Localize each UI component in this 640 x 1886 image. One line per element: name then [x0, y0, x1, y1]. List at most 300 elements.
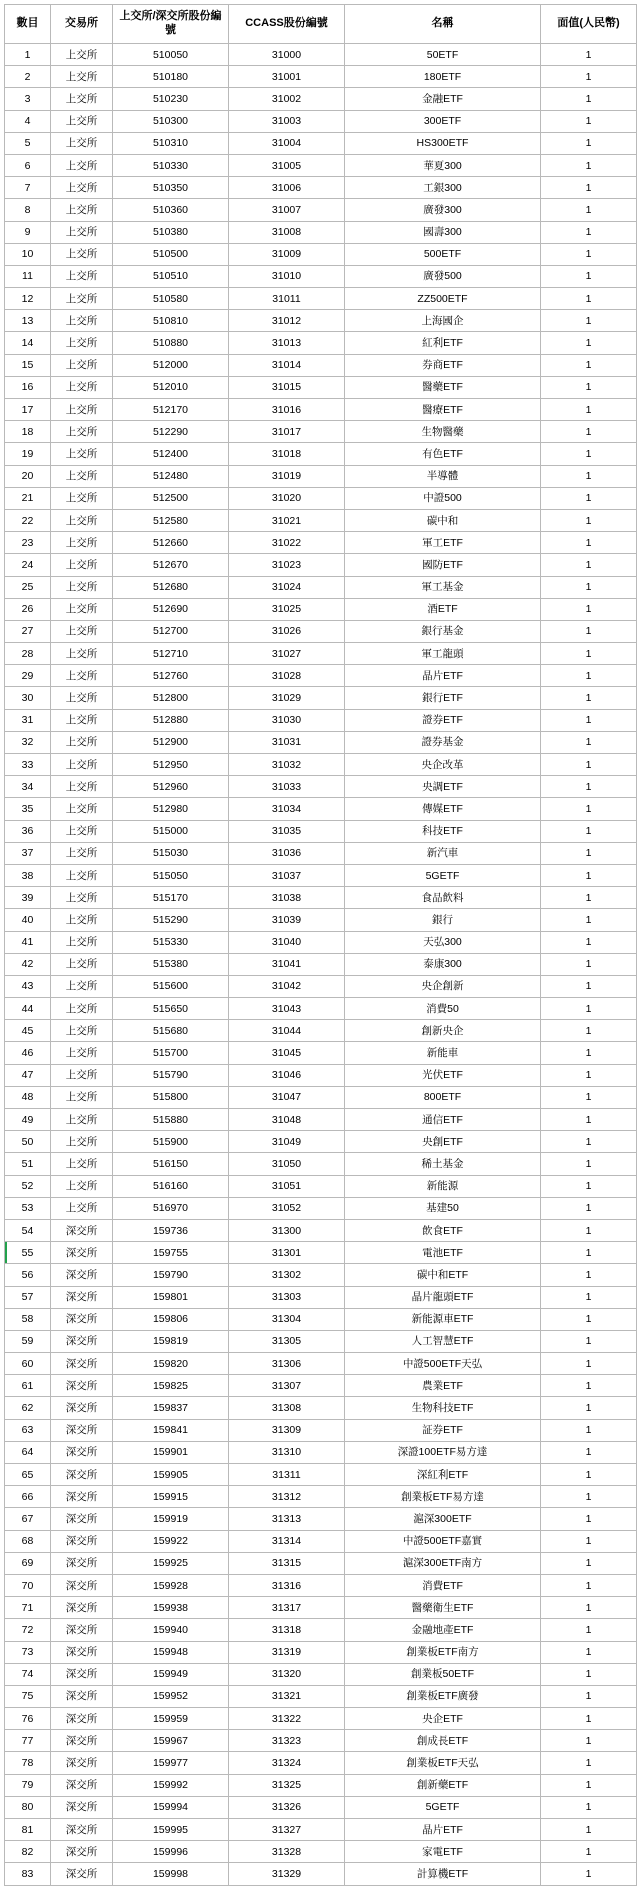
cell-exchange: 上交所: [51, 842, 113, 864]
cell-no: 30: [5, 687, 51, 709]
table-row: [5, 1330, 637, 1352]
cell-ccass-code: 31026: [229, 620, 345, 642]
cell-exchange: 上交所: [51, 88, 113, 110]
cell-par-value: 1: [541, 1574, 637, 1596]
cell-name: 中證500: [345, 487, 541, 509]
cell-exchange: 上交所: [51, 221, 113, 243]
cell-no: 64: [5, 1441, 51, 1463]
cell-par-value: 1: [541, 154, 637, 176]
cell-exchange: 上交所: [51, 931, 113, 953]
table-row: [5, 687, 637, 709]
cell-par-value: 1: [541, 1353, 637, 1375]
cell-exchange: 上交所: [51, 177, 113, 199]
table-row: [5, 1308, 637, 1330]
table-row: [5, 1064, 637, 1086]
cell-par-value: 1: [541, 1752, 637, 1774]
cell-ccass-code: 31007: [229, 199, 345, 221]
cell-no: 34: [5, 776, 51, 798]
cell-par-value: 1: [541, 1242, 637, 1264]
cell-ccass-code: 31321: [229, 1685, 345, 1707]
column-header-name: 名稱: [345, 5, 541, 44]
cell-no: 51: [5, 1153, 51, 1175]
cell-no: 69: [5, 1552, 51, 1574]
cell-exchange: 深交所: [51, 1774, 113, 1796]
cell-par-value: 1: [541, 1530, 637, 1552]
cell-exchange: 上交所: [51, 1020, 113, 1042]
cell-exchange: 上交所: [51, 44, 113, 66]
cell-exchange: 上交所: [51, 909, 113, 931]
cell-no: 65: [5, 1464, 51, 1486]
cell-ccass-code: 31310: [229, 1441, 345, 1463]
cell-ccass-code: 31320: [229, 1663, 345, 1685]
cell-par-value: 1: [541, 1597, 637, 1619]
cell-ccass-code: 31301: [229, 1242, 345, 1264]
cell-no: 35: [5, 798, 51, 820]
cell-no: 2: [5, 66, 51, 88]
cell-no: 12: [5, 288, 51, 310]
cell-exchange: 深交所: [51, 1308, 113, 1330]
cell-name: 証券ETF: [345, 1419, 541, 1441]
cell-ccass-code: 31029: [229, 687, 345, 709]
cell-name: 醫藥ETF: [345, 376, 541, 398]
cell-exchange: 上交所: [51, 243, 113, 265]
cell-ccass-code: 31005: [229, 154, 345, 176]
table-row: [5, 1042, 637, 1064]
cell-no: 17: [5, 399, 51, 421]
cell-stock-code: 159819: [113, 1330, 229, 1352]
cell-ccass-code: 31317: [229, 1597, 345, 1619]
cell-name: 國壽300: [345, 221, 541, 243]
table-row: [5, 1597, 637, 1619]
table-row: [5, 1508, 637, 1530]
cell-exchange: 上交所: [51, 332, 113, 354]
cell-stock-code: 512680: [113, 576, 229, 598]
cell-par-value: 1: [541, 887, 637, 909]
cell-no: 50: [5, 1131, 51, 1153]
cell-par-value: 1: [541, 1397, 637, 1419]
cell-name: 深證100ETF易方達: [345, 1441, 541, 1463]
cell-par-value: 1: [541, 1175, 637, 1197]
cell-name: 有色ETF: [345, 443, 541, 465]
cell-name: 50ETF: [345, 44, 541, 66]
cell-name: 5GETF: [345, 1796, 541, 1818]
table-row: [5, 1663, 637, 1685]
cell-stock-code: 510310: [113, 132, 229, 154]
cell-no: 13: [5, 310, 51, 332]
cell-ccass-code: 31049: [229, 1131, 345, 1153]
cell-exchange: 深交所: [51, 1685, 113, 1707]
cell-name: 創成長ETF: [345, 1730, 541, 1752]
cell-par-value: 1: [541, 598, 637, 620]
cell-stock-code: 515790: [113, 1064, 229, 1086]
cell-no: 43: [5, 975, 51, 997]
table-row: [5, 1796, 637, 1818]
cell-par-value: 1: [541, 421, 637, 443]
cell-stock-code: 510300: [113, 110, 229, 132]
cell-name: 廣發500: [345, 265, 541, 287]
table-row: [5, 665, 637, 687]
cell-exchange: 上交所: [51, 399, 113, 421]
cell-stock-code: 512000: [113, 354, 229, 376]
cell-name: 銀行基金: [345, 620, 541, 642]
cell-exchange: 上交所: [51, 1175, 113, 1197]
table-row: [5, 1397, 637, 1419]
cell-exchange: 上交所: [51, 887, 113, 909]
cell-exchange: 上交所: [51, 532, 113, 554]
cell-ccass-code: 31329: [229, 1863, 345, 1885]
cell-ccass-code: 31315: [229, 1552, 345, 1574]
cell-no: 5: [5, 132, 51, 154]
cell-stock-code: 512710: [113, 643, 229, 665]
cell-name: 新能源車ETF: [345, 1308, 541, 1330]
cell-ccass-code: 31030: [229, 709, 345, 731]
cell-ccass-code: 31300: [229, 1219, 345, 1241]
cell-ccass-code: 31051: [229, 1175, 345, 1197]
cell-ccass-code: 31035: [229, 820, 345, 842]
cell-par-value: 1: [541, 1419, 637, 1441]
cell-name: 銀行ETF: [345, 687, 541, 709]
etf-table: [4, 4, 637, 1886]
cell-name: 稀土基金: [345, 1153, 541, 1175]
cell-no: 73: [5, 1641, 51, 1663]
cell-exchange: 上交所: [51, 1042, 113, 1064]
cell-exchange: 深交所: [51, 1242, 113, 1264]
cell-ccass-code: 31319: [229, 1641, 345, 1663]
cell-ccass-code: 31041: [229, 953, 345, 975]
cell-exchange: 上交所: [51, 864, 113, 886]
cell-no: 41: [5, 931, 51, 953]
table-row: [5, 1752, 637, 1774]
cell-par-value: 1: [541, 1131, 637, 1153]
cell-exchange: 深交所: [51, 1486, 113, 1508]
cell-ccass-code: 31313: [229, 1508, 345, 1530]
cell-no: 22: [5, 509, 51, 531]
cell-par-value: 1: [541, 1064, 637, 1086]
table-row: [5, 1708, 637, 1730]
cell-exchange: 深交所: [51, 1619, 113, 1641]
cell-no: 25: [5, 576, 51, 598]
cell-name: 電池ETF: [345, 1242, 541, 1264]
cell-par-value: 1: [541, 1020, 637, 1042]
cell-no: 28: [5, 643, 51, 665]
table-row: [5, 332, 637, 354]
cell-name: 軍工ETF: [345, 532, 541, 554]
cell-name: 生物科技ETF: [345, 1397, 541, 1419]
cell-ccass-code: 31014: [229, 354, 345, 376]
cell-par-value: 1: [541, 310, 637, 332]
cell-no: 20: [5, 465, 51, 487]
cell-name: 銀行: [345, 909, 541, 931]
cell-no: 15: [5, 354, 51, 376]
cell-exchange: 上交所: [51, 620, 113, 642]
cell-stock-code: 510510: [113, 265, 229, 287]
cell-par-value: 1: [541, 354, 637, 376]
cell-ccass-code: 31325: [229, 1774, 345, 1796]
column-header-ccass-code: CCASS股份編號: [229, 5, 345, 44]
cell-stock-code: 512880: [113, 709, 229, 731]
cell-par-value: 1: [541, 1708, 637, 1730]
cell-name: 金融地產ETF: [345, 1619, 541, 1641]
cell-stock-code: 512760: [113, 665, 229, 687]
table-row: [5, 66, 637, 88]
cell-no: 14: [5, 332, 51, 354]
cell-name: 創新藥ETF: [345, 1774, 541, 1796]
cell-exchange: 深交所: [51, 1375, 113, 1397]
cell-name: 證券基金: [345, 731, 541, 753]
cell-par-value: 1: [541, 487, 637, 509]
cell-exchange: 上交所: [51, 754, 113, 776]
cell-par-value: 1: [541, 243, 637, 265]
table-row: [5, 1552, 637, 1574]
cell-stock-code: 159901: [113, 1441, 229, 1463]
cell-name: 國防ETF: [345, 554, 541, 576]
cell-stock-code: 515700: [113, 1042, 229, 1064]
cell-name: 創業板50ETF: [345, 1663, 541, 1685]
cell-exchange: 上交所: [51, 953, 113, 975]
cell-exchange: 上交所: [51, 731, 113, 753]
table-row: [5, 1131, 637, 1153]
cell-ccass-code: 31001: [229, 66, 345, 88]
cell-stock-code: 159736: [113, 1219, 229, 1241]
cell-stock-code: 159905: [113, 1464, 229, 1486]
cell-par-value: 1: [541, 643, 637, 665]
cell-stock-code: 159977: [113, 1752, 229, 1774]
cell-ccass-code: 31038: [229, 887, 345, 909]
cell-par-value: 1: [541, 1663, 637, 1685]
cell-ccass-code: 31328: [229, 1841, 345, 1863]
cell-exchange: 上交所: [51, 465, 113, 487]
table-row: [5, 1353, 637, 1375]
cell-no: 23: [5, 532, 51, 554]
cell-exchange: 深交所: [51, 1264, 113, 1286]
cell-name: 創新央企: [345, 1020, 541, 1042]
column-header-no: 數目: [5, 5, 51, 44]
cell-stock-code: 512580: [113, 509, 229, 531]
cell-name: 軍工龍頭: [345, 643, 541, 665]
cell-stock-code: 159994: [113, 1796, 229, 1818]
cell-exchange: 上交所: [51, 576, 113, 598]
cell-name: HS300ETF: [345, 132, 541, 154]
cell-stock-code: 512950: [113, 754, 229, 776]
table-row: [5, 1464, 637, 1486]
cell-name: 新汽車: [345, 842, 541, 864]
cell-name: 券商ETF: [345, 354, 541, 376]
cell-stock-code: 515900: [113, 1131, 229, 1153]
cell-exchange: 上交所: [51, 665, 113, 687]
cell-ccass-code: 31311: [229, 1464, 345, 1486]
cell-exchange: 深交所: [51, 1530, 113, 1552]
table-row: [5, 221, 637, 243]
cell-par-value: 1: [541, 576, 637, 598]
cell-stock-code: 159959: [113, 1708, 229, 1730]
cell-stock-code: 516160: [113, 1175, 229, 1197]
cell-ccass-code: 31011: [229, 288, 345, 310]
cell-no: 61: [5, 1375, 51, 1397]
cell-name: 光伏ETF: [345, 1064, 541, 1086]
table-row: [5, 554, 637, 576]
cell-exchange: 深交所: [51, 1863, 113, 1885]
cell-exchange: 深交所: [51, 1552, 113, 1574]
cell-par-value: 1: [541, 1486, 637, 1508]
cell-ccass-code: 31326: [229, 1796, 345, 1818]
cell-par-value: 1: [541, 132, 637, 154]
table-row: [5, 864, 637, 886]
cell-name: 碳中和ETF: [345, 1264, 541, 1286]
cell-ccass-code: 31316: [229, 1574, 345, 1596]
cell-stock-code: 159925: [113, 1552, 229, 1574]
cell-ccass-code: 31022: [229, 532, 345, 554]
cell-exchange: 上交所: [51, 1109, 113, 1131]
cell-name: 創業板ETF南方: [345, 1641, 541, 1663]
table-row: [5, 1530, 637, 1552]
cell-name: 央企創新: [345, 975, 541, 997]
table-row: [5, 1419, 637, 1441]
cell-exchange: 上交所: [51, 687, 113, 709]
table-row: [5, 1486, 637, 1508]
cell-ccass-code: 31012: [229, 310, 345, 332]
cell-name: 農業ETF: [345, 1375, 541, 1397]
cell-name: 180ETF: [345, 66, 541, 88]
cell-par-value: 1: [541, 820, 637, 842]
table-row: [5, 1841, 637, 1863]
cell-name: 5GETF: [345, 864, 541, 886]
cell-no: 72: [5, 1619, 51, 1641]
cell-stock-code: 159790: [113, 1264, 229, 1286]
cell-exchange: 深交所: [51, 1708, 113, 1730]
cell-stock-code: 512290: [113, 421, 229, 443]
cell-stock-code: 515800: [113, 1086, 229, 1108]
cell-par-value: 1: [541, 1619, 637, 1641]
cell-stock-code: 512960: [113, 776, 229, 798]
cell-stock-code: 510500: [113, 243, 229, 265]
cell-ccass-code: 31002: [229, 88, 345, 110]
cell-stock-code: 159996: [113, 1841, 229, 1863]
cell-name: 800ETF: [345, 1086, 541, 1108]
cell-ccass-code: 31019: [229, 465, 345, 487]
cell-name: 創業板ETF廣發: [345, 1685, 541, 1707]
cell-ccass-code: 31308: [229, 1397, 345, 1419]
cell-ccass-code: 31023: [229, 554, 345, 576]
cell-exchange: 上交所: [51, 487, 113, 509]
cell-exchange: 深交所: [51, 1841, 113, 1863]
cell-stock-code: 515330: [113, 931, 229, 953]
cell-name: 金融ETF: [345, 88, 541, 110]
cell-stock-code: 512670: [113, 554, 229, 576]
cell-stock-code: 515880: [113, 1109, 229, 1131]
cell-ccass-code: 31323: [229, 1730, 345, 1752]
cell-exchange: 深交所: [51, 1574, 113, 1596]
cell-stock-code: 515650: [113, 998, 229, 1020]
table-row: [5, 1730, 637, 1752]
cell-no: 56: [5, 1264, 51, 1286]
cell-ccass-code: 31004: [229, 132, 345, 154]
cell-par-value: 1: [541, 1641, 637, 1663]
cell-stock-code: 512900: [113, 731, 229, 753]
cell-no: 66: [5, 1486, 51, 1508]
table-row: [5, 576, 637, 598]
cell-ccass-code: 31006: [229, 177, 345, 199]
cell-exchange: 深交所: [51, 1819, 113, 1841]
cell-no: 55: [5, 1242, 51, 1264]
cell-exchange: 上交所: [51, 154, 113, 176]
cell-no: 24: [5, 554, 51, 576]
cell-name: 軍工基金: [345, 576, 541, 598]
cell-exchange: 上交所: [51, 509, 113, 531]
cell-exchange: 上交所: [51, 975, 113, 997]
table-row: [5, 1264, 637, 1286]
cell-no: 54: [5, 1219, 51, 1241]
cell-no: 49: [5, 1109, 51, 1131]
cell-stock-code: 515170: [113, 887, 229, 909]
table-row: [5, 931, 637, 953]
table-row: [5, 1175, 637, 1197]
cell-ccass-code: 31021: [229, 509, 345, 531]
cell-stock-code: 512400: [113, 443, 229, 465]
table-row: [5, 1153, 637, 1175]
cell-no: 46: [5, 1042, 51, 1064]
cell-no: 40: [5, 909, 51, 931]
cell-stock-code: 510810: [113, 310, 229, 332]
cell-no: 77: [5, 1730, 51, 1752]
cell-stock-code: 159922: [113, 1530, 229, 1552]
table-row: [5, 953, 637, 975]
cell-no: 44: [5, 998, 51, 1020]
table-row: [5, 754, 637, 776]
cell-no: 83: [5, 1863, 51, 1885]
table-row: [5, 88, 637, 110]
cell-no: 4: [5, 110, 51, 132]
cell-par-value: 1: [541, 731, 637, 753]
cell-ccass-code: 31318: [229, 1619, 345, 1641]
cell-par-value: 1: [541, 1508, 637, 1530]
cell-no: 26: [5, 598, 51, 620]
cell-par-value: 1: [541, 798, 637, 820]
cell-par-value: 1: [541, 443, 637, 465]
cell-stock-code: 159928: [113, 1574, 229, 1596]
cell-par-value: 1: [541, 1308, 637, 1330]
cell-ccass-code: 31046: [229, 1064, 345, 1086]
cell-no: 59: [5, 1330, 51, 1352]
cell-no: 75: [5, 1685, 51, 1707]
cell-exchange: 深交所: [51, 1286, 113, 1308]
cell-name: 晶片龍頭ETF: [345, 1286, 541, 1308]
cell-exchange: 深交所: [51, 1730, 113, 1752]
cell-ccass-code: 31008: [229, 221, 345, 243]
cell-no: 80: [5, 1796, 51, 1818]
cell-no: 21: [5, 487, 51, 509]
cell-name: 央創ETF: [345, 1131, 541, 1153]
cell-ccass-code: 31052: [229, 1197, 345, 1219]
table-row: [5, 376, 637, 398]
cell-par-value: 1: [541, 1219, 637, 1241]
cell-stock-code: 159801: [113, 1286, 229, 1308]
column-header-stock-code: 上交所/深交所股份編號: [113, 5, 229, 44]
cell-stock-code: 159755: [113, 1242, 229, 1264]
cell-stock-code: 159967: [113, 1730, 229, 1752]
table-row: [5, 421, 637, 443]
cell-no: 8: [5, 199, 51, 221]
table-row: [5, 465, 637, 487]
cell-name: 工銀300: [345, 177, 541, 199]
cell-ccass-code: 31312: [229, 1486, 345, 1508]
table-row: [5, 709, 637, 731]
cell-ccass-code: 31309: [229, 1419, 345, 1441]
cell-par-value: 1: [541, 332, 637, 354]
cell-exchange: 深交所: [51, 1752, 113, 1774]
cell-no: 3: [5, 88, 51, 110]
cell-no: 10: [5, 243, 51, 265]
table-row: [5, 265, 637, 287]
